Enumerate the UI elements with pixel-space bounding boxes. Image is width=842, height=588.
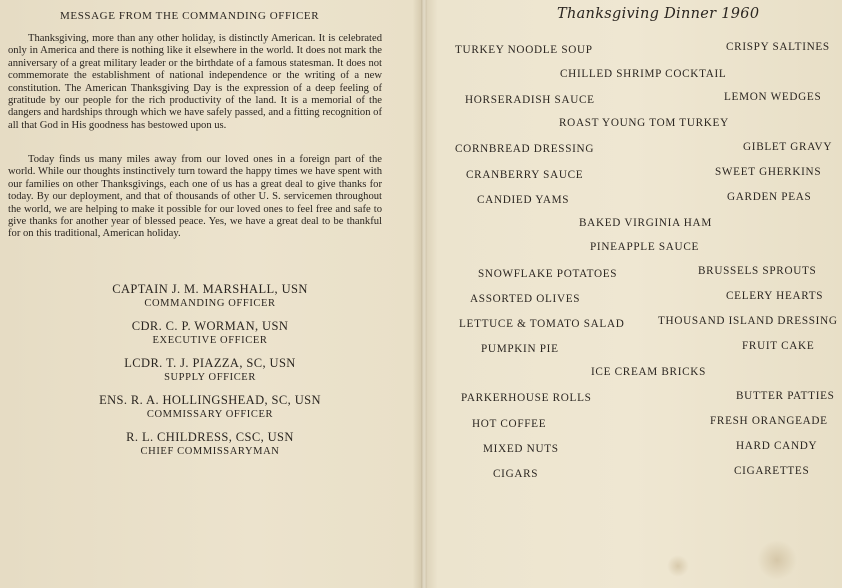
menu-item: LEMON WEDGES [724, 91, 822, 103]
officer-title: CHIEF COMMISSARYMAN [140, 446, 280, 457]
menu-item: BAKED VIRGINIA HAM [579, 217, 712, 229]
menu-item: GARDEN PEAS [727, 191, 812, 203]
menu-item: SNOWFLAKE POTATOES [478, 268, 618, 280]
menu-item: CRANBERRY SAUCE [466, 169, 584, 181]
officer-title: SUPPLY OFFICER [164, 372, 256, 383]
menu-title: Thanksgiving Dinner 1960 [557, 6, 760, 22]
menu-item: BRUSSELS SPROUTS [698, 265, 817, 277]
menu-item: SWEET GHERKINS [715, 166, 822, 178]
menu-item: FRESH ORANGEADE [710, 415, 828, 427]
message-paragraph-1: Thanksgiving, more than any other holiday, is distinctly American. It is celebrated only in America and there is nothing like it elsewhere in the world. It does not mark the anniversary of a great military leader or the birthdate of a famous statesman. It does not commemorate the establishment of national independence or the writing of a new constitution. The American Thanksgiving Day is the expression of a deep feeling of gratitude by our people for the rich productivity of the land. It is a memorial of the dangers and hardships through which we have safely passed, and a fitting recognition of all that God in His goodness has bestowed upon us. [8, 33, 382, 131]
menu-item: CHILLED SHRIMP COCKTAIL [560, 68, 727, 80]
officer-name: ENS. R. A. HOLLINGSHEAD, SC, USN [99, 393, 321, 407]
officer-name: CAPTAIN J. M. MARSHALL, USN [112, 282, 308, 296]
menu-item: CIGARETTES [734, 465, 810, 477]
officer-title: EXECUTIVE OFFICER [152, 335, 268, 346]
officer-title: COMMANDING OFFICER [144, 298, 276, 309]
menu-item: THOUSAND ISLAND DRESSING [658, 315, 838, 327]
menu-item: PARKERHOUSE ROLLS [461, 392, 592, 404]
officer-block [60, 319, 360, 347]
menu-item: CANDIED YAMS [477, 194, 570, 206]
officer-title: COMMISSARY OFFICER [146, 409, 274, 420]
officer-block [60, 356, 360, 384]
paper-stain [667, 555, 689, 577]
menu-item: GIBLET GRAVY [743, 141, 833, 153]
message-heading: MESSAGE FROM THE COMMANDING OFFICER [60, 10, 320, 22]
officer-block [60, 430, 360, 458]
message-paragraph-2: Today finds us many miles away from our loved ones in a foreign part of the world. While our thoughts instinctively turn toward the happy times we have spent with our families on other Thanksgivings, each one of us has a great deal to give thanks for today. By our deployment, and that of thousands of other U. S. servicemen throughout the world, we are helping to make it possible for our loved ones to feel free and safe to give thanks for another year of blessed peace. Yes, we have a great deal to be thankful for on this traditional, American holiday. [8, 154, 382, 240]
menu-item: LETTUCE & TOMATO SALAD [459, 318, 625, 330]
officer-block [60, 393, 360, 421]
menu-item: ICE CREAM BRICKS [591, 366, 707, 378]
menu-item: ROAST YOUNG TOM TURKEY [559, 117, 729, 129]
menu-item: CELERY HEARTS [726, 290, 824, 302]
officer-name: R. L. CHILDRESS, CSC, USN [126, 430, 294, 444]
officer-block [60, 282, 360, 310]
menu-item: TURKEY NOODLE SOUP [455, 44, 593, 56]
right-page [427, 0, 842, 588]
menu-item: CORNBREAD DRESSING [455, 143, 595, 155]
menu-item: HARD CANDY [736, 440, 818, 452]
menu-item: MIXED NUTS [483, 443, 559, 455]
menu-item: ASSORTED OLIVES [470, 293, 581, 305]
menu-item: PUMPKIN PIE [481, 343, 559, 355]
paper-stain [757, 540, 797, 580]
menu-item: BUTTER PATTIES [736, 390, 835, 402]
officer-name: CDR. C. P. WORMAN, USN [131, 319, 289, 333]
menu-item: HORSERADISH SAUCE [465, 94, 595, 106]
officer-name: LCDR. T. J. PIAZZA, SC, USN [124, 356, 296, 370]
menu-item: HOT COFFEE [472, 418, 547, 430]
menu-item: PINEAPPLE SAUCE [590, 241, 700, 253]
menu-item: FRUIT CAKE [742, 340, 815, 352]
menu-item: CRISPY SALTINES [726, 41, 830, 53]
menu-item: CIGARS [493, 468, 539, 480]
